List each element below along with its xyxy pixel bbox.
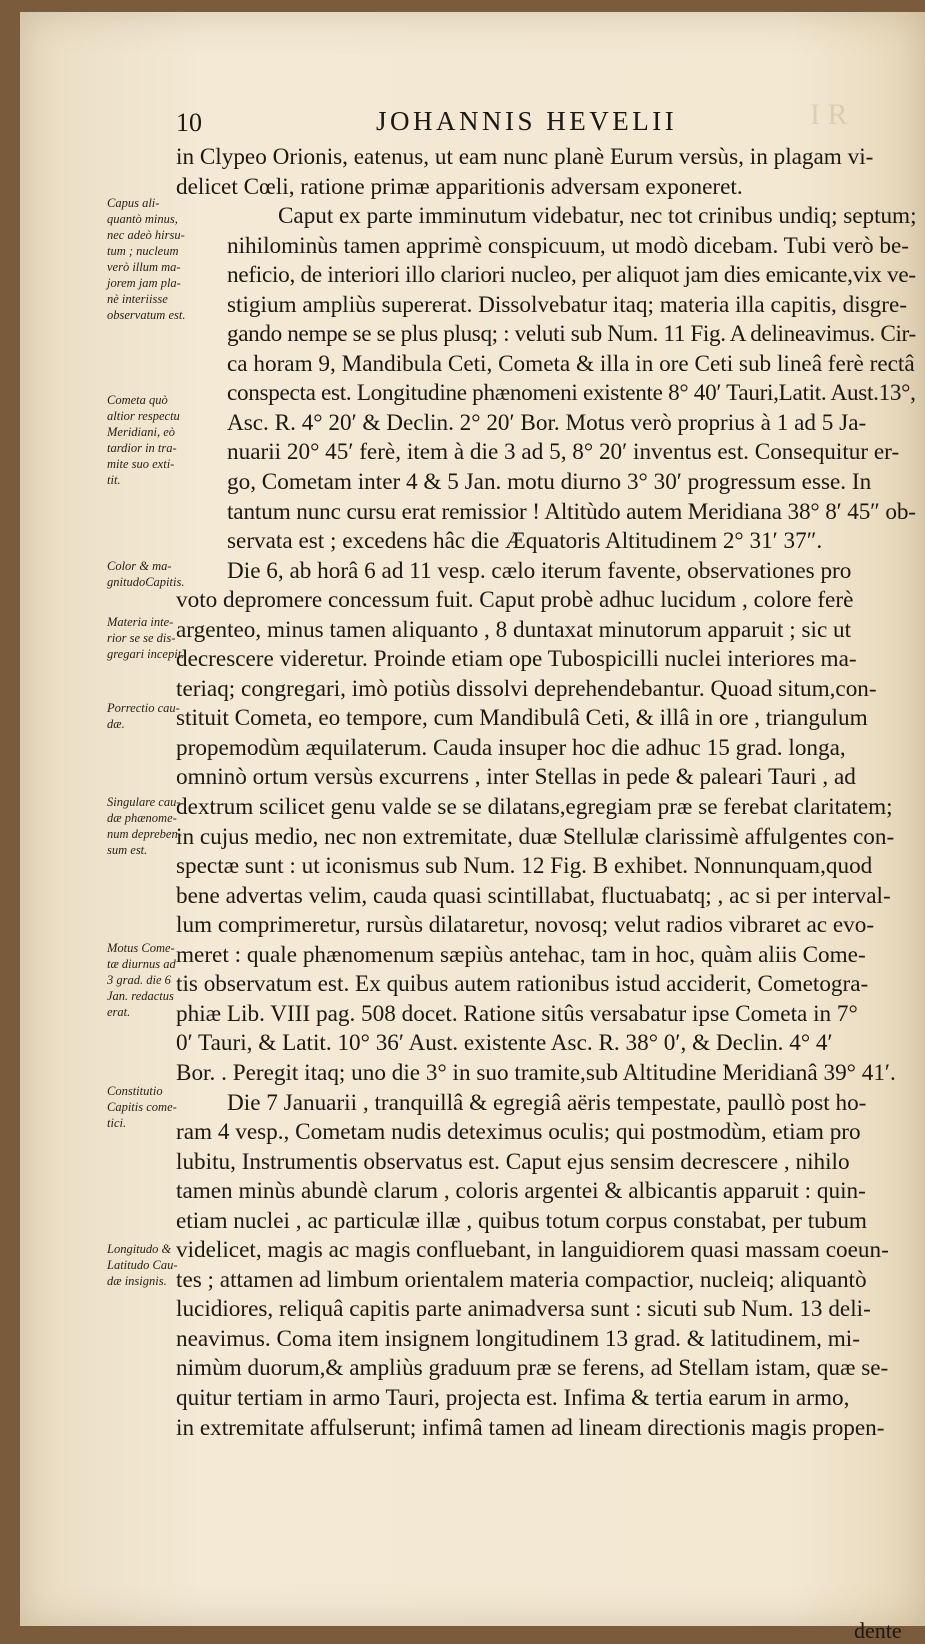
catchword: dente <box>854 1618 902 1643</box>
side-note-1: Capus ali- quantò minus, nec adeò hirsu- tum ; nucleum verò illum ma- jorem jam pla- nè interiisse observatum est. <box>107 196 186 322</box>
page-header <box>176 102 916 142</box>
running-title: JOHANNIS HEVELII <box>376 106 678 136</box>
paragraph-3: Die 6, ab horâ 6 ad 11 vesp. cælo iterum favente, observationes pro voto depromere concessum fuit. Caput probè adhuc lucidum , colore ferè argenteo, minus tamen aliquanto , 8 duntaxat minutorum apparuit ; sic ut decrescere videretur. Proinde etiam ope Tubospicilli nuclei interiores ma- teriaq; congregari, imò potiùs dissolvi deprehendebantur. Quoad situm,con- stituit Cometa, eo tempore, cum Mandibulâ Ceti, & illâ in ore , triangulum propemodùm æquilaterum. Cauda insuper hoc die adhuc 15 grad. longa, omninò ortum versùs excurrens , inter Stellas in pede & paleari Tauri , ad dextrum scilicet genu valde se se dilatans,egregiam præ se ferebat claritatem; in cujus medio, nec non extremitate, duæ Stellulæ clarissimè affulgentes con- spectæ sunt : ut iconismus sub Num. 12 Fig. B exhibet. Nonnunquam,quod bene advertas velim, cauda quasi scintillabat, fluctuabatq; , ac si per interval- lum comprimeretur, rursùs dilataretur, novosq; velut radios vibraret ac evo- meret : quale phænomenum sæpiùs antehac, tam in hoc, quàm aliis Come- tis observatum est. Ex quibus autem rationibus istud acciderit, Cometogra- phiæ Lib. VIII pag. 508 docet. Ratione sitûs versabatur ipse Cometa in 7° 0′ Tauri, & Latit. 10° 36′ Aust. existente Asc. R. 38° 0′, & Declin. 4° 4′ Bor. . Peregit itaq; uno die 3° in suo tramite,sub Altitudine Meridianâ 39° 41′. <box>176 557 896 1086</box>
main-text <box>176 143 916 1443</box>
paragraph-2: Caput ex parte imminutum videbatur, nec tot crinibus undiq; septum; nihilominùs tamen apprimè conspicuum, ut modò dicebam. Tubi verò be- neficio, de interiori illo clariori nucleo, per aliquot jam dies emicante,vix ve- stigium ampliùs supererat. Dissolvebatur itaq; materia illa capitis, disgre- gando nempe se se plus plusq; : veluti sub Num. 11 Fig. A delineavimus. Cir- ca horam 9, Mandibula Ceti, Cometa & illa in ore Ceti sub lineâ ferè rectâ conspecta est. Longitudine phænomeni existente 8° 40′ Tauri,Latit. Aust.13°, Asc. R. 4° 20′ & Declin. 2° 20′ Bor. Motus verò proprius à 1 ad 5 Ja- nuarii 20° 45′ ferè, item à die 3 ad 5, 8° 20′ inventus est. Consequitur er- go, Cometam inter 4 & 5 Jan. motu diurno 3° 30′ progressum esse. In tantum nunc cursu erat remissior ! Altitùdo autem Meridiana 38° 8′ 45″ ob- servata est ; excedens hâc die Æquatoris Altitudinem 2° 31′ 37″. <box>227 203 917 555</box>
page-number: 10 <box>176 108 202 137</box>
side-note-5: Porrectio cau- dæ. <box>107 701 180 731</box>
paragraph-1: in Clypeo Orionis, eatenus, ut eam nunc planè Eurum versùs, in plagam vi- delicet Cœli, ratione primæ apparitionis adversam exponeret. <box>176 144 874 200</box>
side-note-3: Color & ma- gnitudoCapitis. <box>107 559 185 589</box>
side-note-9: Longitudo & Latitudo Cau- dæ insignis. <box>107 1242 178 1288</box>
paragraph-4: Die 7 Januarii , tranquillâ & egregiâ aëris tempestate, paullò post ho- ram 4 vesp., Cometam nudis deteximus oculis; qui postmodùm, etiam pro lubitu, Instrumentis observatus est. Caput ejus sensim decrescere , nihilo tamen minùs abundè clarum , coloris argentei & albicantis apparuit : quin- etiam nuclei , ac particulæ illæ , quibus totum corpus constabat, per tubum videlicet, magis ac magis confluebant, in languidiorem quasi massam coeun- tes ; attamen ad limbum orientalem materia compactior, nucleiq; aliquantò lucidiores, reliquâ capitis parte animadversa sunt : sicuti sub Num. 13 deli- neavimus. Coma item insignem longitudinem 13 grad. & latitudinem, mi- nimùm duorum,& ampliùs graduum præ se ferens, ad Stellam istam, quæ se- quitur tertiam in armo Tauri, projecta est. Infima & tertia earum in armo, in extremitate affulserunt; infimâ tamen ad lineam directionis magis propen- <box>176 1089 889 1441</box>
side-note-7: Motus Come- tæ diurnus ad 3 grad. die 6 Jan. redactus erat. <box>107 941 176 1019</box>
side-note-6: Singulare cau- dæ phænome- num depreben- sum est. <box>107 795 182 857</box>
show-through-ghost-text: I R <box>810 98 848 131</box>
book-page <box>20 12 925 1643</box>
side-note-4: Materia inte- rior se se dis- gregari incepit. <box>107 615 185 661</box>
side-note-8: Constitutio Capitis come- tici. <box>107 1084 177 1130</box>
side-note-2: Cometa quò altior respectu Meridiani, eò tardior in tra- mite suo exti- tit. <box>107 393 180 487</box>
